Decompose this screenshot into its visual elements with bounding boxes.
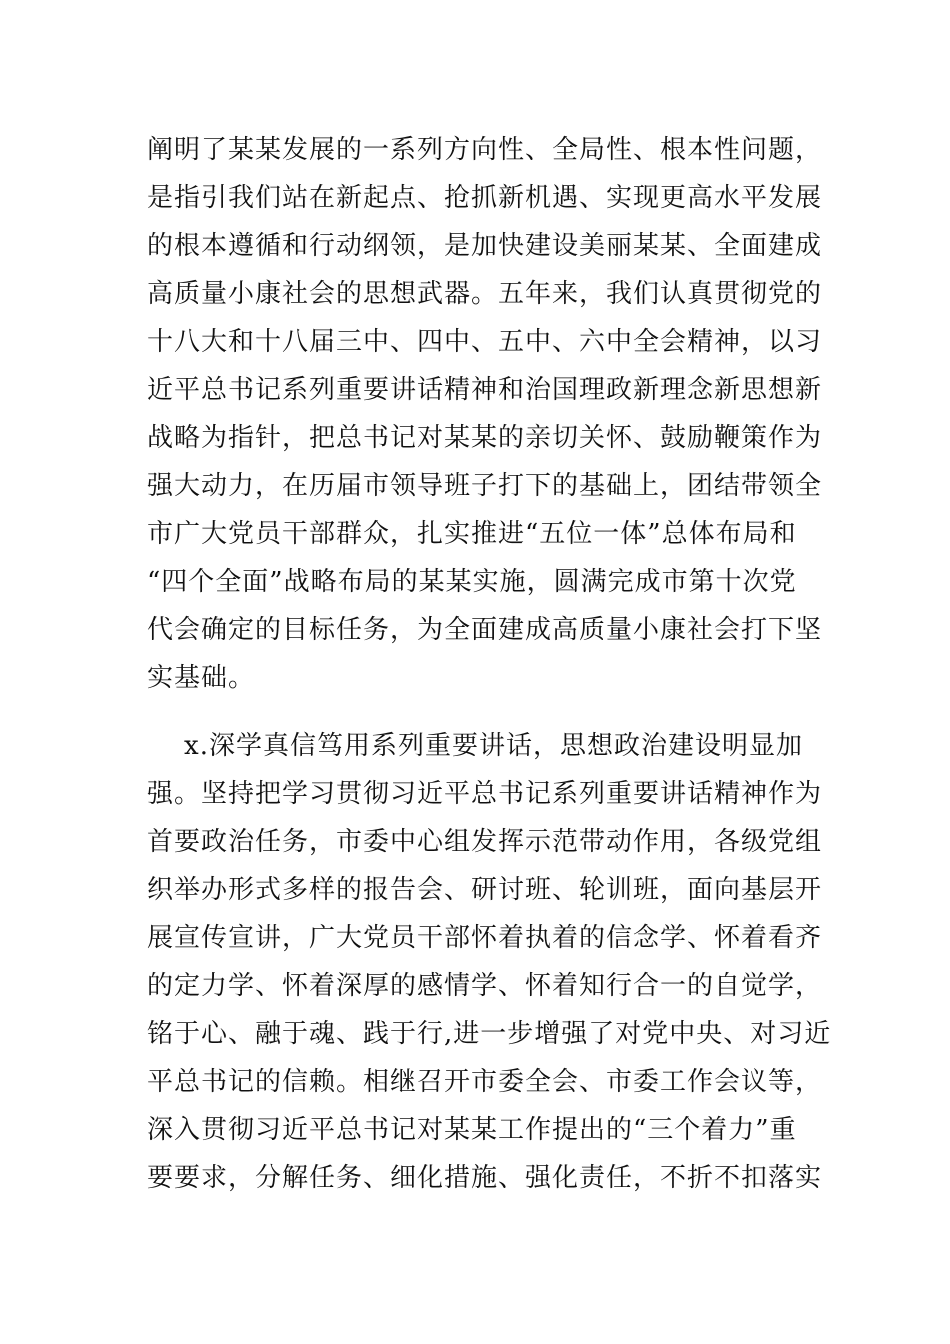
text-line: 代会确定的目标任务，为全面建成高质量小康社会打下坚 — [147, 615, 823, 645]
paragraph-2 — [147, 722, 832, 1202]
text-line: 十八大和十八届三中、四中、五中、六中全会精神，以习 — [147, 327, 823, 357]
text-line: 平总书记的信赖。相继召开市委全会、市委工作会议等， — [147, 1067, 823, 1097]
text-line: 是指引我们站在新起点、抢抓新机遇、实现更高水平发展 — [147, 183, 823, 213]
text-line: 首要政治任务，市委中心组发挥示范带动作用，各级党组 — [147, 827, 823, 857]
text-line: 的定力学、怀着深厚的感情学、怀着知行合一的自觉学， — [147, 971, 823, 1001]
text-line: 深入贯彻习近平总书记对某某工作提出的“三个着力”重 — [147, 1115, 797, 1145]
text-line: 市广大党员干部群众，扎实推进“五位一体”总体布局和 — [147, 519, 797, 549]
text-line: 强。坚持把学习贯彻习近平总书记系列重要讲话精神作为 — [147, 779, 823, 809]
text-line: 强大动力，在历届市领导班子打下的基础上，团结带领全 — [147, 471, 823, 501]
text-line: 近平总书记系列重要讲话精神和治国理政新理念新思想新 — [147, 375, 823, 405]
text-line: 战略为指针，把总书记对某某的亲切关怀、鼓励鞭策作为 — [147, 423, 823, 453]
text-line: 要要求，分解任务、细化措施、强化责任，不折不扣落实 — [147, 1163, 823, 1193]
text-line: “四个全面”战略布局的某某实施，圆满完成市第十次党 — [147, 567, 797, 597]
paragraph-1 — [147, 126, 823, 702]
text-line: 的根本遵循和行动纲领，是加快建设美丽某某、全面建成 — [147, 231, 823, 261]
text-line: 高质量小康社会的思想武器。五年来，我们认真贯彻党的 — [147, 279, 823, 309]
text-line: 铭于心、融于魂、践于行,进一步增强了对党中央、对习近 — [147, 1019, 832, 1049]
text-line: 阐明了某某发展的一系列方向性、全局性、根本性问题， — [147, 135, 823, 165]
text-line: x.深学真信笃用系列重要讲话，思想政治建设明显加 — [147, 731, 803, 761]
text-line: 实基础。 — [147, 663, 256, 693]
text-line: 展宣传宣讲，广大党员干部怀着执着的信念学、怀着看齐 — [147, 923, 823, 953]
text-line: 织举办形式多样的报告会、研讨班、轮训班，面向基层开 — [147, 875, 823, 905]
